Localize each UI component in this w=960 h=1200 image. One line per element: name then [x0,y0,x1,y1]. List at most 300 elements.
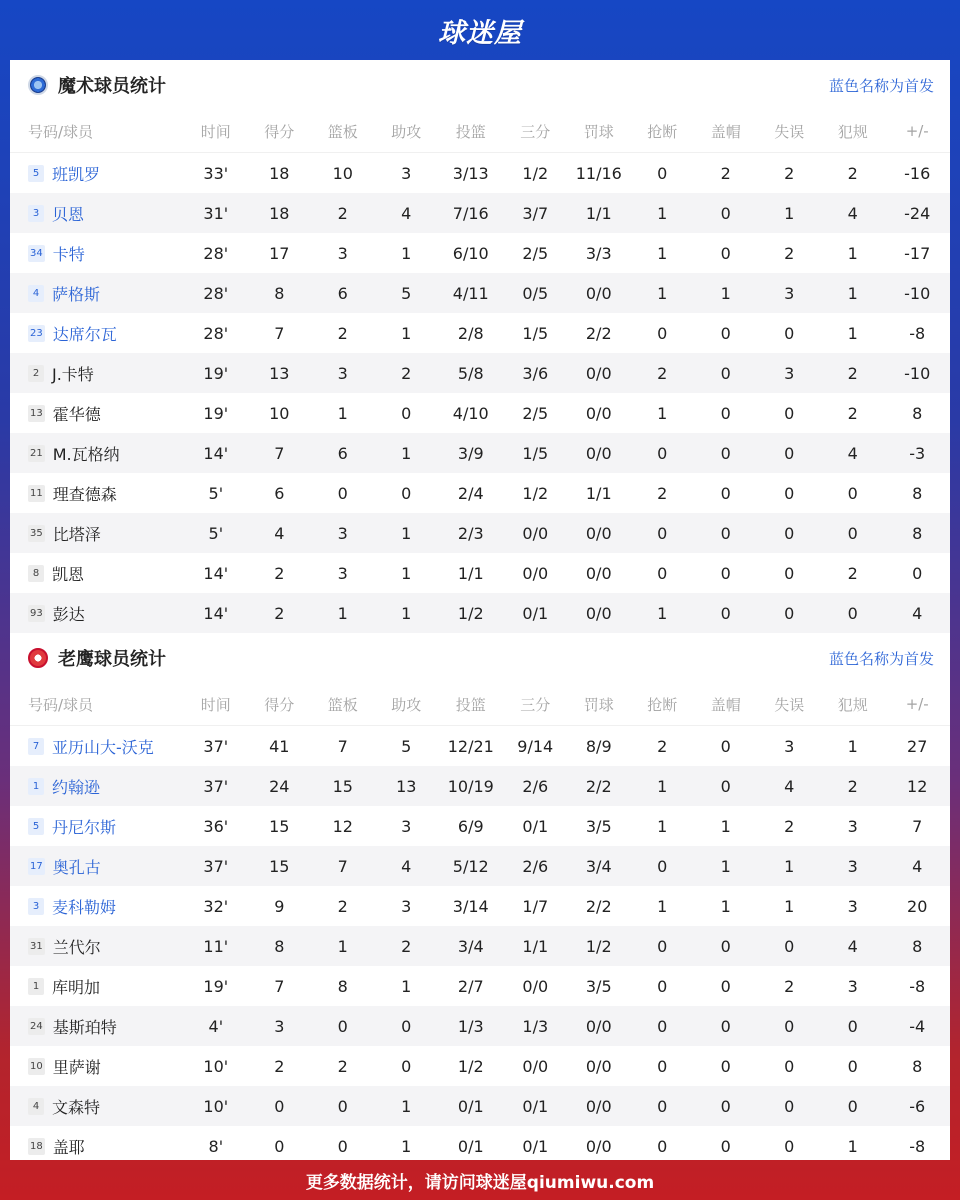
stat-cell: 8 [337,976,348,996]
stat-cell: 2 [720,163,731,183]
section-header [10,60,950,110]
stat-cell: 8 [248,273,311,313]
stat-cell: 12/21 [447,736,494,756]
jersey-number-badge: 1 [28,978,44,995]
stat-cell: 3 [757,273,820,313]
player-name-link[interactable]: 麦科勒姆 [52,897,117,917]
stat-cell: 3 [401,163,412,183]
stat-cell: 8 [912,483,923,503]
stat-cell: 1/1 [567,193,630,233]
stat-cell: 0 [401,403,412,423]
jersey-number-badge: 4 [28,285,44,302]
team-section [10,633,950,1166]
stat-cell: -8 [909,323,926,343]
player-cell [10,1086,184,1126]
jersey-number-badge: 4 [28,1098,44,1115]
stat-cell: 2 [375,926,438,966]
player-row[interactable] [10,593,950,633]
stat-cell: 0 [757,1086,820,1126]
jersey-number-badge: 3 [28,898,44,915]
column-header: 失误 [757,110,820,153]
player-name: 库明加 [52,977,101,997]
stat-cell: 2 [784,243,795,263]
stat-cell: 10 [269,403,290,423]
stat-cell: 1 [847,1136,858,1156]
stat-cell: 1 [847,243,858,263]
player-cell [10,926,184,966]
stat-cell: 2/6 [504,846,567,886]
stat-cell: 3 [337,243,348,263]
jersey-number-badge: 7 [28,738,44,755]
stat-cell: 7/16 [438,193,504,233]
player-name-link[interactable]: 奥孔古 [52,857,101,877]
stat-cell: 10 [332,163,353,183]
stat-cell: 28' [203,323,229,343]
stat-cell: 7 [274,976,285,996]
player-name-link[interactable]: 萨格斯 [52,284,101,304]
stat-cell: 3/5 [585,976,612,996]
stat-cell: 17 [269,243,290,263]
stat-cell: 2 [337,896,348,916]
stat-cell: 0 [631,433,694,473]
stat-cell: 2 [821,766,884,806]
column-header: 助攻 [375,683,438,726]
player-row[interactable] [10,886,950,926]
player-row[interactable] [10,766,950,806]
column-header-player: 号码/球员 [10,683,184,726]
column-header: 得分 [248,683,311,726]
player-row[interactable] [10,1006,950,1046]
stat-cell: 0 [337,483,348,503]
stat-cell: 0/0 [585,563,612,583]
column-header: +/- [884,683,950,726]
section-header [10,633,950,683]
player-row[interactable] [10,433,950,473]
stat-cell: 0 [631,926,694,966]
player-row[interactable] [10,193,950,233]
stat-cell: 24 [248,766,311,806]
stat-cell: 0 [720,736,731,756]
stat-cell: 2/8 [457,323,484,343]
stat-cell: 4 [757,766,820,806]
player-cell [10,313,184,353]
stat-cell: 1/2 [522,483,549,503]
footer-link-text[interactable]: 更多数据统计，请访问球迷屋qiumiwu.com [305,1172,655,1193]
stat-cell: 0 [757,593,820,633]
stat-cell: 15 [311,766,374,806]
stat-cell: 2 [847,563,858,583]
stat-cell: 2 [631,353,694,393]
jersey-number-badge: 13 [28,405,45,422]
stat-cell: 5/8 [438,353,504,393]
player-row[interactable] [10,553,950,593]
player-name-link[interactable]: 丹尼尔斯 [52,817,117,837]
team-title [28,645,166,671]
stat-cell: 0/0 [522,563,549,583]
stat-cell: 4 [821,193,884,233]
player-row[interactable] [10,1086,950,1126]
stat-cell: 0/0 [522,1056,549,1076]
stat-cell: 37' [203,736,229,756]
player-row[interactable] [10,1046,950,1086]
stat-cell: 18 [248,193,311,233]
stat-cell: -8 [909,976,926,996]
stat-cell: 0 [631,1086,694,1126]
jersey-number-badge: 21 [28,445,45,462]
stat-cell: 0 [784,403,795,423]
stat-cell: 3 [248,1006,311,1046]
stat-cell: 1 [694,846,757,886]
stat-cell: 0 [784,1056,795,1076]
stat-cell: 1/1 [457,563,484,583]
player-row[interactable] [10,313,950,353]
stat-cell: 4 [248,513,311,553]
stat-cell: 1 [631,766,694,806]
stat-cell: 0 [694,926,757,966]
jersey-number-badge: 2 [28,365,44,382]
stat-cell: 0/0 [567,353,630,393]
stat-cell: 32' [203,896,229,916]
stat-cell: 0 [720,323,731,343]
stat-cell: 0 [694,766,757,806]
stat-cell: 0 [821,593,884,633]
player-cell [10,513,184,553]
hawks-logo-icon [28,648,48,668]
stat-cell: 0 [784,323,795,343]
stat-cell: 2/4 [457,483,484,503]
footer-banner[interactable] [0,1160,960,1200]
column-header: 投篮 [438,110,504,153]
stat-cell: 0 [657,1136,668,1156]
stat-cell: 6 [274,483,285,503]
player-row[interactable] [10,393,950,433]
stat-cell: 0/1 [522,816,549,836]
jersey-number-badge: 34 [28,245,45,262]
stat-cell: 2/2 [567,766,630,806]
player-cell [10,193,184,233]
stat-cell: 2 [821,353,884,393]
stat-cell: 1 [631,593,694,633]
player-cell [10,353,184,393]
player-cell [10,806,184,846]
jersey-number-badge: 10 [28,1058,45,1075]
stat-cell: 2 [784,163,795,183]
stat-cell: 0 [657,323,668,343]
stat-cell: 0/0 [522,976,549,996]
stat-cell: 1 [757,193,820,233]
player-cell [10,593,184,633]
column-header: 三分 [504,683,567,726]
player-stats-table [10,110,950,633]
player-row[interactable] [10,846,950,886]
stat-cell: 3 [847,896,858,916]
stat-cell: 4 [821,433,884,473]
brand-header [0,0,960,60]
stat-cell: 12 [884,766,950,806]
jersey-number-badge: 8 [28,565,44,582]
stat-cell: 3 [401,816,412,836]
stat-cell: 3 [311,353,374,393]
stat-cell: 1/2 [438,593,504,633]
stat-cell: 0 [847,1056,858,1076]
stat-cell: 0 [694,593,757,633]
player-cell [10,153,184,194]
stat-cell: 14' [184,593,247,633]
stat-cell: 2/2 [585,896,612,916]
player-cell [10,1046,184,1086]
stat-cell: 2 [657,483,668,503]
stat-cell: -10 [884,353,950,393]
stat-cell: 1/3 [438,1006,504,1046]
column-header: 三分 [504,110,567,153]
stat-cell: 2 [337,1056,348,1076]
stat-cell: 0/0 [567,1006,630,1046]
stat-cell: 1 [375,1086,438,1126]
stat-cell: 11/16 [575,163,622,183]
stat-cell: 1 [694,273,757,313]
player-cell [10,726,184,767]
player-name: 凯恩 [52,564,85,584]
player-row[interactable] [10,153,950,194]
stat-cell: -17 [904,243,931,263]
stat-cell: 0 [821,513,884,553]
player-name-link[interactable]: 达席尔瓦 [52,324,117,344]
brand-logo: 球迷屋 [438,17,522,49]
column-header: +/- [884,110,950,153]
stat-cell: 15 [248,846,311,886]
stat-cell: 3 [847,976,858,996]
stat-cell: 1/2 [522,163,549,183]
stat-cell: 1 [401,243,412,263]
player-row[interactable] [10,726,950,767]
stat-cell: 0 [757,926,820,966]
stat-cell: 1/1 [585,483,612,503]
player-name-link[interactable]: 班凯罗 [52,164,101,184]
stat-cell: 4 [821,926,884,966]
stat-cell: 7 [248,433,311,473]
player-name: J.卡特 [52,364,94,384]
stat-cell: 0 [757,1006,820,1046]
stat-cell: 28' [184,273,247,313]
stat-cell: 10' [184,1086,247,1126]
stat-cell: 1/2 [567,926,630,966]
column-header: 篮板 [311,683,374,726]
stat-cell: 0/1 [504,1086,567,1126]
player-row[interactable] [10,273,950,313]
stat-cell: 37' [184,846,247,886]
stat-cell: 1 [311,593,374,633]
player-cell [10,553,184,593]
player-row[interactable] [10,353,950,393]
column-header: 时间 [184,110,247,153]
stat-cell: 10/19 [438,766,504,806]
stat-cell: 2 [847,403,858,423]
stat-cell: 0 [784,1136,795,1156]
stat-cell: -24 [884,193,950,233]
stat-cell: 3/4 [567,846,630,886]
column-header: 罚球 [567,683,630,726]
stat-cell: 3/4 [438,926,504,966]
stat-cell: 0 [757,513,820,553]
team-name: 魔术球员统计 [58,76,166,97]
stat-cell: 1 [401,976,412,996]
stat-cell: 8 [912,403,923,423]
player-row[interactable] [10,473,950,513]
stat-cell: 0 [401,1056,412,1076]
stats-card [10,60,950,1160]
stat-cell: 1 [401,323,412,343]
column-header: 盖帽 [694,110,757,153]
stat-cell: 11' [184,926,247,966]
stat-cell: 7 [311,846,374,886]
stat-cell: 0/0 [567,273,630,313]
stat-cell: 3 [784,736,795,756]
stat-cell: 0 [720,403,731,423]
player-cell [10,273,184,313]
stat-cell: 18 [269,163,290,183]
stat-cell: 2 [657,736,668,756]
player-name-link[interactable]: 卡特 [52,244,85,264]
column-header: 罚球 [567,110,630,153]
stat-cell: 0 [694,1086,757,1126]
stat-cell: 0 [631,846,694,886]
stat-cell: 7 [274,323,285,343]
jersey-number-badge: 24 [28,1018,45,1035]
stat-cell: 0 [821,1006,884,1046]
player-name: 霍华德 [52,404,101,424]
player-name-link[interactable]: 约翰逊 [52,777,101,797]
player-cell [10,393,184,433]
stat-cell: 0 [784,563,795,583]
stat-cell: -8 [909,1136,926,1156]
stat-cell: 3 [337,563,348,583]
stat-cell: 14' [203,563,229,583]
stat-cell: 0 [657,976,668,996]
stat-cell: 0/0 [585,1056,612,1076]
stat-cell: 0 [375,1006,438,1046]
stat-cell: 0/0 [567,513,630,553]
player-cell [10,233,184,273]
stat-cell: 3/14 [452,896,489,916]
column-header: 失误 [757,683,820,726]
jersey-number-badge: 5 [28,165,44,182]
player-name-link[interactable]: 贝恩 [52,204,85,224]
team-section [10,60,950,633]
player-row[interactable] [10,926,950,966]
stat-cell: 0 [821,1086,884,1126]
player-cell [10,473,184,513]
stat-cell: 0 [784,483,795,503]
stat-cell: 14' [184,433,247,473]
stat-cell: 3/5 [585,816,612,836]
stat-cell: 0 [720,563,731,583]
stat-cell: 0 [311,1006,374,1046]
column-header: 投篮 [438,683,504,726]
jersey-number-badge: 18 [28,1138,45,1155]
stat-cell: -6 [884,1086,950,1126]
jersey-number-badge: 3 [28,205,44,222]
stat-cell: 0 [274,1136,285,1156]
stat-cell: 2 [274,563,285,583]
column-header: 助攻 [375,110,438,153]
jersey-number-badge: 17 [28,858,45,875]
stat-cell: 19' [203,403,229,423]
column-header: 得分 [248,110,311,153]
player-row[interactable] [10,966,950,1006]
stat-cell: 1 [631,193,694,233]
player-cell [10,1006,184,1046]
stat-cell: 27 [907,736,928,756]
player-row[interactable] [10,806,950,846]
stat-cell: 6/9 [457,816,484,836]
player-row[interactable] [10,513,950,553]
stat-cell: -4 [884,1006,950,1046]
stat-cell: 1 [401,563,412,583]
stat-cell: 1 [375,433,438,473]
column-header: 时间 [184,683,247,726]
stat-cell: 1 [657,896,668,916]
stat-cell: 0 [337,1136,348,1156]
stat-cell: 2/6 [504,766,567,806]
player-cell [10,966,184,1006]
stat-cell: 1 [375,513,438,553]
stat-cell: 0/0 [567,593,630,633]
stat-cell: 4/11 [438,273,504,313]
stat-cell: 0 [847,483,858,503]
player-name: 盖耶 [52,1137,85,1157]
stat-cell: 0 [720,1056,731,1076]
stat-cell: 3 [821,846,884,886]
stat-cell: 3/13 [452,163,489,183]
stat-cell: 1 [847,323,858,343]
stat-cell: 1 [657,816,668,836]
stat-cell: 2 [784,976,795,996]
stat-cell: 0/1 [438,1086,504,1126]
player-name: 比塔泽 [52,524,101,544]
stat-cell: 0/0 [585,403,612,423]
stat-cell: 13 [248,353,311,393]
table-header-row [10,683,950,726]
stat-cell: 0 [694,193,757,233]
stat-cell: 4 [375,846,438,886]
stat-cell: 2 [375,353,438,393]
starter-legend-note: 蓝色名称为首发 [828,649,934,668]
player-name: 理查德森 [52,484,117,504]
player-cell [10,846,184,886]
table-header-row [10,110,950,153]
stat-cell: 0 [631,513,694,553]
stat-cell: 2 [248,593,311,633]
player-row[interactable] [10,233,950,273]
stat-cell: 1 [337,403,348,423]
stat-cell: 4 [884,846,950,886]
stat-cell: 1 [720,816,731,836]
stat-cell: 1/5 [522,323,549,343]
player-name-link[interactable]: 亚历山大-沃克 [52,737,154,757]
player-name: 文森特 [52,1097,101,1117]
stat-cell: 2/5 [522,403,549,423]
stat-cell: 0 [694,1006,757,1046]
stat-cell: 41 [269,736,290,756]
stat-cell: 5' [184,513,247,553]
stat-cell: 2/2 [585,323,612,343]
stat-cell: 12 [332,816,353,836]
stat-cell: 0 [694,433,757,473]
stat-cell: 2 [337,323,348,343]
stat-cell: 9 [274,896,285,916]
stat-cell: 0/0 [585,1136,612,1156]
stat-cell: 1/2 [457,1056,484,1076]
